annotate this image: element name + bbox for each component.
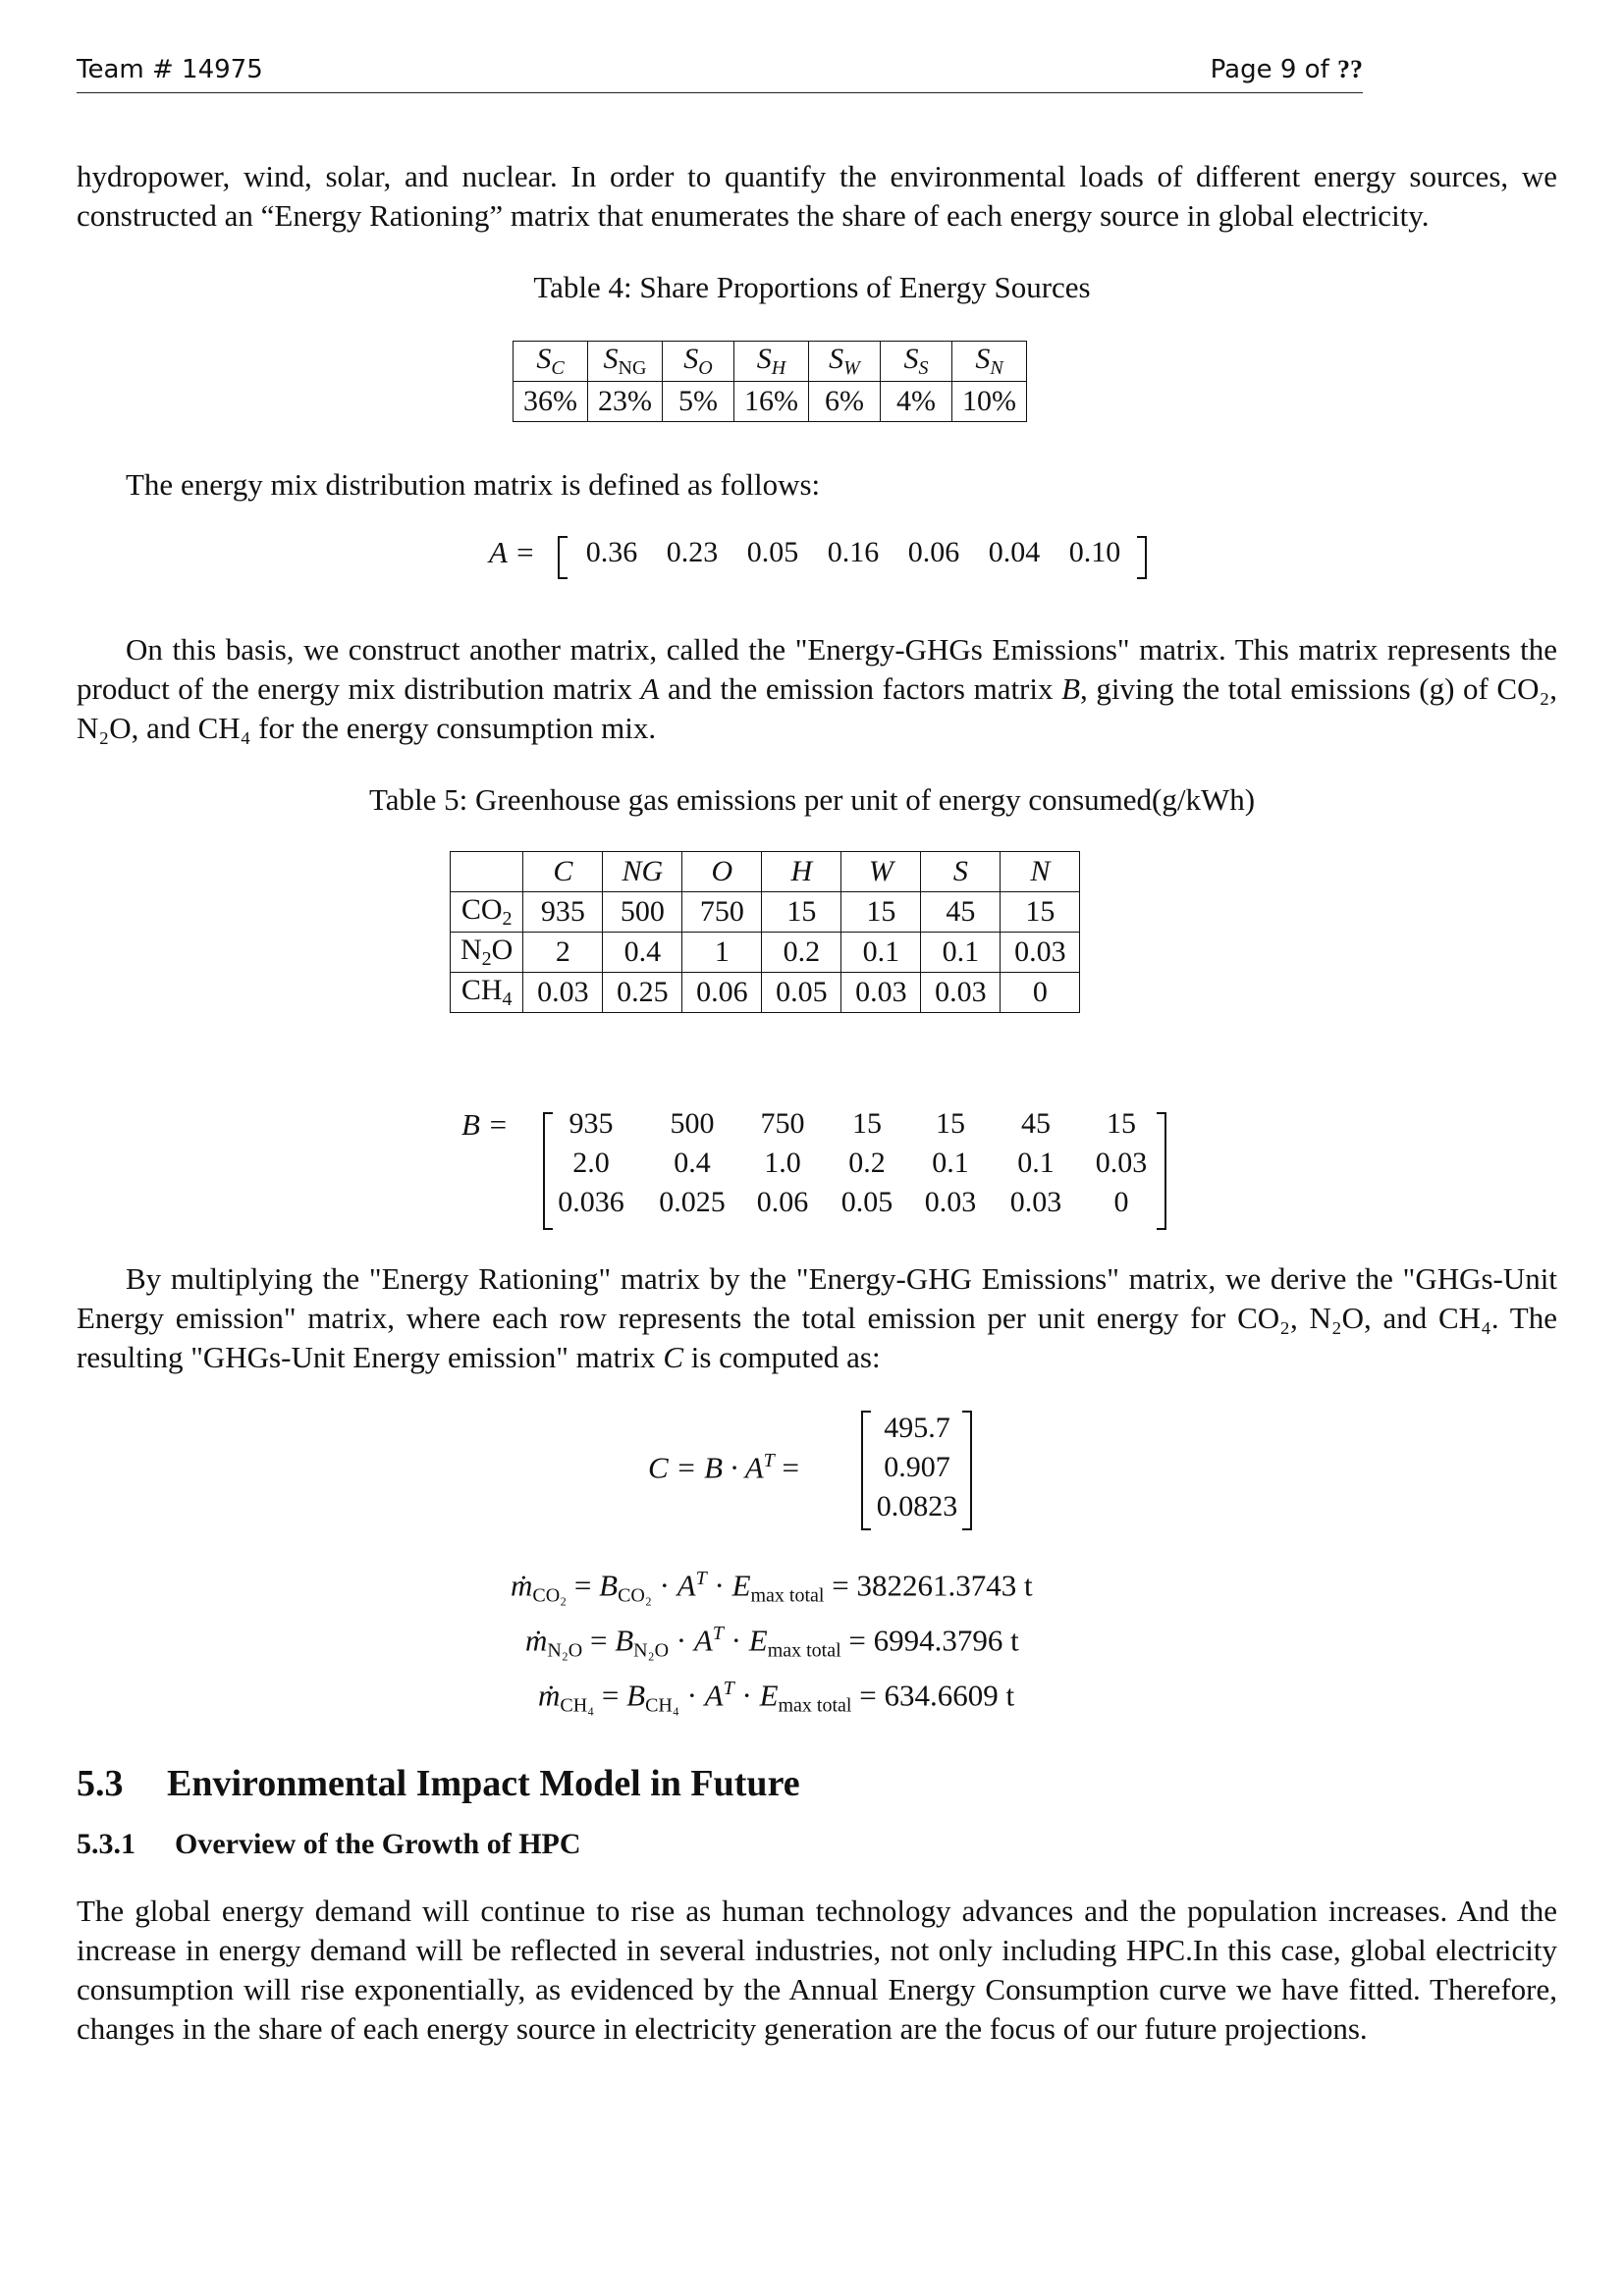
team-number: Team # 14975 xyxy=(77,55,263,84)
table4-symbol-sub: W xyxy=(843,357,860,379)
a-symbol: A xyxy=(693,1623,713,1658)
table4-value-cell: 16% xyxy=(734,382,809,422)
page-number: Page 9 of ?? xyxy=(1210,55,1363,84)
table5-value-cell: 500 xyxy=(603,892,682,933)
b-symbol: B xyxy=(626,1678,646,1713)
table5-header-cell: N xyxy=(1001,852,1080,892)
b-symbol: B xyxy=(599,1568,619,1603)
gas-name: CH xyxy=(460,974,503,1006)
ghg-paragraph: On this basis, we construct another matrix, called the "Energy-GHGs Emissions" matrix. This matrix represents the product of the energy mix distribution matrix A and the emission factors matrix B, giving the total emissions (g) of CO₂, N₂O, and CH₄ for the energy consumption mix. xyxy=(77,632,1558,745)
table4-value-cell: 36% xyxy=(514,382,588,422)
matrix-a-cell: 0.06 xyxy=(907,536,960,568)
table5-value-cell: 0.03 xyxy=(841,973,921,1013)
matrix-b-cell: 750 xyxy=(760,1107,805,1140)
table4-value-cell: 10% xyxy=(952,382,1027,422)
matrix-a-right-bracket xyxy=(1137,536,1147,579)
matrix-b-cell: 0.03 xyxy=(1095,1147,1148,1179)
gas-subscript: 2 xyxy=(481,948,492,970)
table4-value-cell: 6% xyxy=(809,382,881,422)
matrix-b-cell: 0.06 xyxy=(756,1186,809,1218)
section-heading: 5.3 Environmental Impact Model in Future xyxy=(77,1763,800,1804)
table4-value-row xyxy=(514,382,1027,422)
table5-gas-cell xyxy=(451,933,523,973)
subsection-heading: 5.3.1 Overview of the Growth of HPC xyxy=(77,1828,581,1860)
e-subscript: max total xyxy=(778,1694,852,1717)
table4-header-cell xyxy=(514,342,588,382)
table5-value-cell: 0 xyxy=(1001,973,1080,1013)
transpose-sup: T xyxy=(695,1568,707,1589)
matrix-c-cell: 0.0823 xyxy=(876,1490,958,1522)
table5-value-cell: 0.2 xyxy=(762,933,841,973)
table4-symbol: S xyxy=(603,343,619,375)
matrix-b-cell: 2.0 xyxy=(572,1147,610,1179)
table4-value-cell: 5% xyxy=(663,382,734,422)
matrix-b-right-bracket xyxy=(1157,1112,1166,1230)
matrix-a-cell: 0.23 xyxy=(666,536,719,568)
mass-result: = 634.6609 t xyxy=(851,1678,1015,1713)
matrix-b-symbol: B xyxy=(1061,671,1081,706)
matrix-b-cell: 0.2 xyxy=(848,1147,886,1179)
gas-name: CO xyxy=(460,893,503,926)
matrix-b-cell: 0.025 xyxy=(659,1186,726,1218)
matrix-b-cell: 45 xyxy=(1021,1107,1051,1140)
matrix-c-right-bracket xyxy=(962,1411,972,1530)
table4-symbol-sub: S xyxy=(918,357,929,379)
table4-symbol: S xyxy=(975,343,991,375)
matrix-b-label: B = xyxy=(461,1107,509,1142)
table5-value-cell: 0.4 xyxy=(603,933,682,973)
table4-value-cell: 23% xyxy=(588,382,663,422)
matrix-c-equation: $C = B \cdot A^T$ = xyxy=(648,1450,800,1485)
a-symbol: A xyxy=(704,1678,724,1713)
table5-corner-cell xyxy=(451,852,523,892)
mass-symbol: ṁ xyxy=(538,1678,561,1713)
table5 xyxy=(450,851,1080,1013)
table4-symbol: S xyxy=(903,343,919,375)
matrix-b-cell: 0.1 xyxy=(932,1147,969,1179)
table5-value-cell: 2 xyxy=(523,933,603,973)
table4-caption: Table 4: Share Proportions of Energy Sources xyxy=(533,270,1091,304)
gas-tail: O xyxy=(491,934,514,966)
table4-header-cell xyxy=(881,342,952,382)
table4-symbol-sub: C xyxy=(551,357,565,379)
table5-row xyxy=(451,933,1080,973)
table5-value-cell: 0.06 xyxy=(682,973,762,1013)
table4-symbol: S xyxy=(829,343,844,375)
table4-header-row xyxy=(514,342,1027,382)
table4-header-cell xyxy=(952,342,1027,382)
gas-subscript: 4 xyxy=(502,988,513,1010)
table5-header-cell: O xyxy=(682,852,762,892)
matrix-a-equation xyxy=(489,535,535,570)
b-subscript: CO₂ xyxy=(618,1584,652,1607)
table4-symbol: S xyxy=(683,343,699,375)
table5-header-cell: C xyxy=(523,852,603,892)
table4-symbol-sub: H xyxy=(771,357,786,379)
matrix-b-cell: 935 xyxy=(568,1107,614,1140)
matrix-b-cell: 0.05 xyxy=(840,1186,893,1218)
table5-value-cell: 15 xyxy=(841,892,921,933)
table4-symbol-sub: N xyxy=(990,357,1003,379)
table4-symbol-sub: NG xyxy=(618,357,647,379)
table5-value-cell: 15 xyxy=(762,892,841,933)
matrix-c-cell: 0.907 xyxy=(884,1451,950,1483)
table5-value-cell: 15 xyxy=(1001,892,1080,933)
matrix-b-cell: 0 xyxy=(1113,1186,1129,1218)
matrix-c-symbol: C xyxy=(663,1340,683,1374)
matrix-a-cell: 0.36 xyxy=(585,536,638,568)
table4-value-cell: 4% xyxy=(881,382,952,422)
matrix-b-cell: 0.03 xyxy=(924,1186,977,1218)
matrix-a-intro: The energy mix distribution matrix is defined as follows: xyxy=(126,467,821,502)
table5-value-cell: 0.25 xyxy=(603,973,682,1013)
b-symbol: B xyxy=(615,1623,634,1658)
mass-result: = 382261.3743 t xyxy=(824,1568,1033,1603)
matrix-b-cell: 15 xyxy=(936,1107,965,1140)
table5-header-cell: H xyxy=(762,852,841,892)
table5-value-cell: 935 xyxy=(523,892,603,933)
intro-paragraph: hydropower, wind, solar, and nuclear. In order to quantify the environmental loads of different energy sources, we constructed an “Energy Rationing” matrix that enumerates the share of each energy source in global electricity. xyxy=(77,159,1557,233)
table5-value-cell: 45 xyxy=(921,892,1001,933)
multiply-paragraph: By multiplying the "Energy Rationing" matrix by the "Energy-GHG Emissions" matrix, we derive the "GHGs-Unit Energy emission" matrix, where each row represents the total emission per unit energy for CO₂, N₂O, and CH₄. The resulting "GHGs-Unit Energy emission" matrix C is computed as: xyxy=(77,1261,1557,1374)
mass-symbol: ṁ xyxy=(511,1568,533,1603)
table5-header-cell: NG xyxy=(603,852,682,892)
table5-gas-cell xyxy=(451,973,523,1013)
gas-name: N xyxy=(460,934,482,966)
table4-header-cell xyxy=(809,342,881,382)
mass-equation: ṁ$_{N_2O}$ = $B_{N_2O} \cdot A^T \cdot E_{max total} = 6994.3796$ t xyxy=(525,1623,1019,1662)
table4-header-cell xyxy=(663,342,734,382)
transpose-sup: T xyxy=(723,1678,734,1699)
table4-symbol-sub: O xyxy=(698,357,713,379)
matrix-b-cell: 0.03 xyxy=(1009,1186,1062,1218)
matrix-b-cell: 15 xyxy=(1107,1107,1136,1140)
mass-subscript: N₂O xyxy=(547,1639,583,1662)
matrix-b-cell: 0.4 xyxy=(674,1147,711,1179)
table4-symbol: S xyxy=(536,343,552,375)
table5-value-cell: 0.1 xyxy=(921,933,1001,973)
table4-symbol: S xyxy=(756,343,772,375)
table5-value-cell: 0.05 xyxy=(762,973,841,1013)
final-paragraph: The global energy demand will continue to rise as human technology advances and the population increases. And the increase in energy demand will be reflected in several industries, not only including HPC.In this case, global electricity consumption will rise exponentially, as evidenced by the Annual Energy Consumption curve we have fitted. Therefore, changes in the share of each energy source in electricity generation are the focus of our future projections. xyxy=(77,1894,1557,2046)
b-subscript: N₂O xyxy=(633,1639,670,1662)
matrix-b-cell: 0.036 xyxy=(558,1186,624,1218)
b-subscript: CH₄ xyxy=(645,1694,679,1717)
table5-caption: Table 5: Greenhouse gas emissions per unit of energy consumed(g/kWh) xyxy=(368,782,1256,817)
table5-value-cell: 0.03 xyxy=(523,973,603,1013)
e-subscript: max total xyxy=(750,1584,825,1607)
table5-value-cell: 0.03 xyxy=(1001,933,1080,973)
matrix-a-label: A = xyxy=(489,535,536,569)
matrix-a-cell: 0.05 xyxy=(746,536,799,568)
matrix-a-cell: 0.04 xyxy=(988,536,1041,568)
mass-subscript: CH₄ xyxy=(560,1694,595,1717)
mass-subscript: CO₂ xyxy=(532,1584,568,1607)
matrix-a-cell: 0.16 xyxy=(827,536,880,568)
table5-header-cell: W xyxy=(841,852,921,892)
matrix-a-left-bracket xyxy=(558,536,568,579)
table4-header-cell xyxy=(734,342,809,382)
table5-header-cell: S xyxy=(921,852,1001,892)
a-symbol: A xyxy=(677,1568,696,1603)
e-subscript: max total xyxy=(767,1639,841,1662)
e-symbol: E xyxy=(748,1623,768,1658)
table5-value-cell: 1 xyxy=(682,933,762,973)
matrix-a-symbol: A xyxy=(640,671,660,706)
matrix-b-cell: 15 xyxy=(852,1107,882,1140)
transpose-sup: T xyxy=(712,1623,724,1644)
table5-value-cell: 750 xyxy=(682,892,762,933)
mass-equation: ṁ$_{CO_2}$ = $B_{CO_2} \cdot A^T \cdot E_{max total} = 382261.3743$ t xyxy=(511,1568,1033,1607)
running-header xyxy=(77,53,1363,93)
table4 xyxy=(513,341,1027,422)
mass-equation: ṁ$_{CH_4}$ = $B_{CH_4} \cdot A^T \cdot E_{max total} = 634.6609$ t xyxy=(538,1678,1015,1717)
matrix-c-cell: 495.7 xyxy=(884,1412,950,1444)
table5-row xyxy=(451,892,1080,933)
matrix-b-cell: 0.1 xyxy=(1017,1147,1055,1179)
mass-symbol: ṁ xyxy=(525,1623,548,1658)
e-symbol: E xyxy=(759,1678,779,1713)
e-symbol: E xyxy=(731,1568,751,1603)
matrix-b-cell: 500 xyxy=(670,1107,715,1140)
table4-header-cell xyxy=(588,342,663,382)
mass-result: = 6994.3796 t xyxy=(840,1623,1019,1658)
matrix-b-cell: 1.0 xyxy=(764,1147,801,1179)
gas-subscript: 2 xyxy=(502,908,513,930)
matrix-a-cell: 0.10 xyxy=(1068,536,1121,568)
table5-gas-cell xyxy=(451,892,523,933)
table5-row xyxy=(451,973,1080,1013)
table5-value-cell: 0.1 xyxy=(841,933,921,973)
table5-header-row xyxy=(451,852,1080,892)
table5-value-cell: 0.03 xyxy=(921,973,1001,1013)
